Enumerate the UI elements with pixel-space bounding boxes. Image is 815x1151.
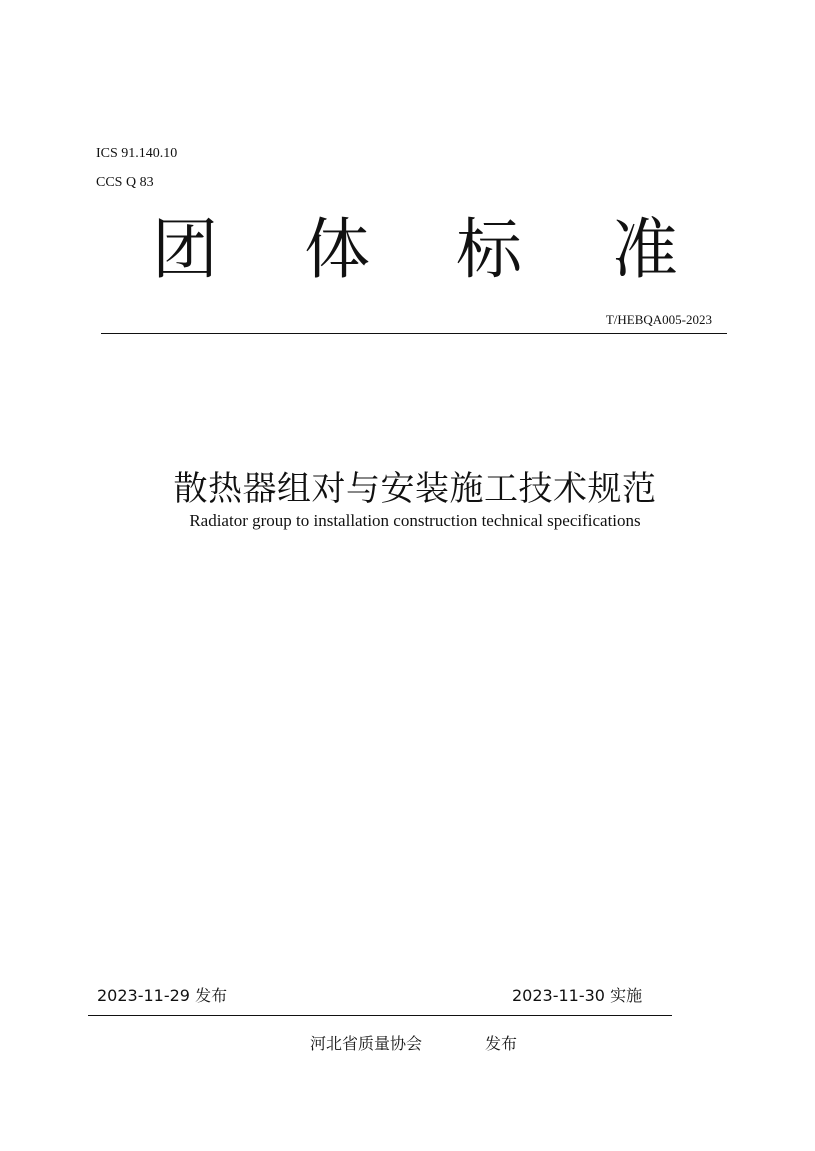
ccs-code: CCS Q 83 (96, 175, 154, 190)
issuing-action: 发布 (485, 1034, 518, 1053)
implementation-date: 2023-11-30 实施 (512, 986, 643, 1005)
document-title-english: Radiator group to installation construction technical specifications (189, 511, 641, 530)
document-title-chinese: 散热器组对与安装施工技术规范 (173, 469, 657, 509)
title-char-4: 准 (612, 211, 678, 288)
title-char-1: 团 (152, 211, 218, 288)
standard-code: T/HEBQA005-2023 (605, 312, 712, 327)
title-char-2: 体 (304, 211, 370, 288)
publish-date: 2023-11-29 发布 (97, 986, 228, 1005)
issuing-organization: 河北省质量协会 (310, 1034, 423, 1053)
top-divider (101, 333, 727, 334)
title-char-3: 标 (456, 211, 522, 288)
ics-code: ICS 91.140.10 (96, 146, 178, 161)
bottom-divider (88, 1015, 672, 1016)
